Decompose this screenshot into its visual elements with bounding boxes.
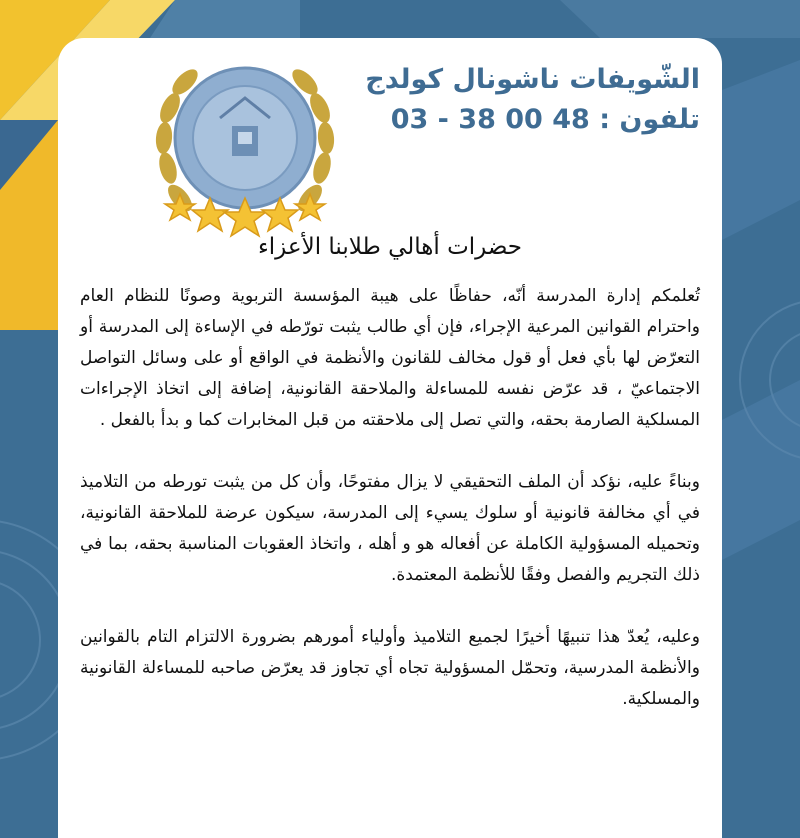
notice-heading: حضرات أهالي طلابنا الأعزاء [257, 234, 523, 260]
school-name: الشّويفات ناشونال كولدج [365, 64, 700, 95]
notice-paragraph-2: وبناءً عليه، نؤكد أن الملف التحقيقي لا يزال مفتوحًا، وأن كل من يثبت تورطه من التلاميذ في أي مخالفة قانونية أو سلوك يسيء إلى المدرسة، سيكون عرضة للملاحقة القانونية، وتحميله المسؤولية الكاملة عن أفعاله هو و أهله ، واتخاذ العقوبات المناسبة بحقه، بما في ذلك التجريم والفصل وفقًا للأنظمة المعتمدة. [80, 472, 700, 585]
school-crest-with-stars-icon [150, 48, 340, 238]
school-phone: تلفون : 48 00 38 - 03 [390, 104, 700, 135]
notice-body [80, 281, 700, 715]
notice-paragraph-1: تُعلمكم إدارة المدرسة أنّه، حفاظًا على هيبة المؤسسة التربوية وصونًا للنظام العام واحترام القوانين المرعية الإجراء، فإن أي طالب يثبت تورّطه في الإساءة إلى المدرسة أو التعرّض لها بأي فعل أو قول مخالف للقانون والأنظمة في الواقع أو على وسائل التواصل الاجتماعيّ ، قد عرّض نفسه للمساءلة والملاحقة القانونية، إضافة إلى اتخاذ الإجراءات المسلكية الصارمة بحقه، والتي تصل إلى ملاحقته من قبل المخابرات كما و بدأ بالفعل . [80, 286, 700, 430]
notice-card [58, 38, 722, 838]
notice-paragraph-3: وعليه، يُعدّ هذا تنبيهًا أخيرًا لجميع التلاميذ وأولياء أمورهم بضرورة الالتزام التام بالقوانين والأنظمة المدرسية، وتحمّل المسؤولية تجاه أي تجاوز قد يعرّض صاحبه للمساءلة القانونية والمسلكية. [80, 627, 700, 709]
